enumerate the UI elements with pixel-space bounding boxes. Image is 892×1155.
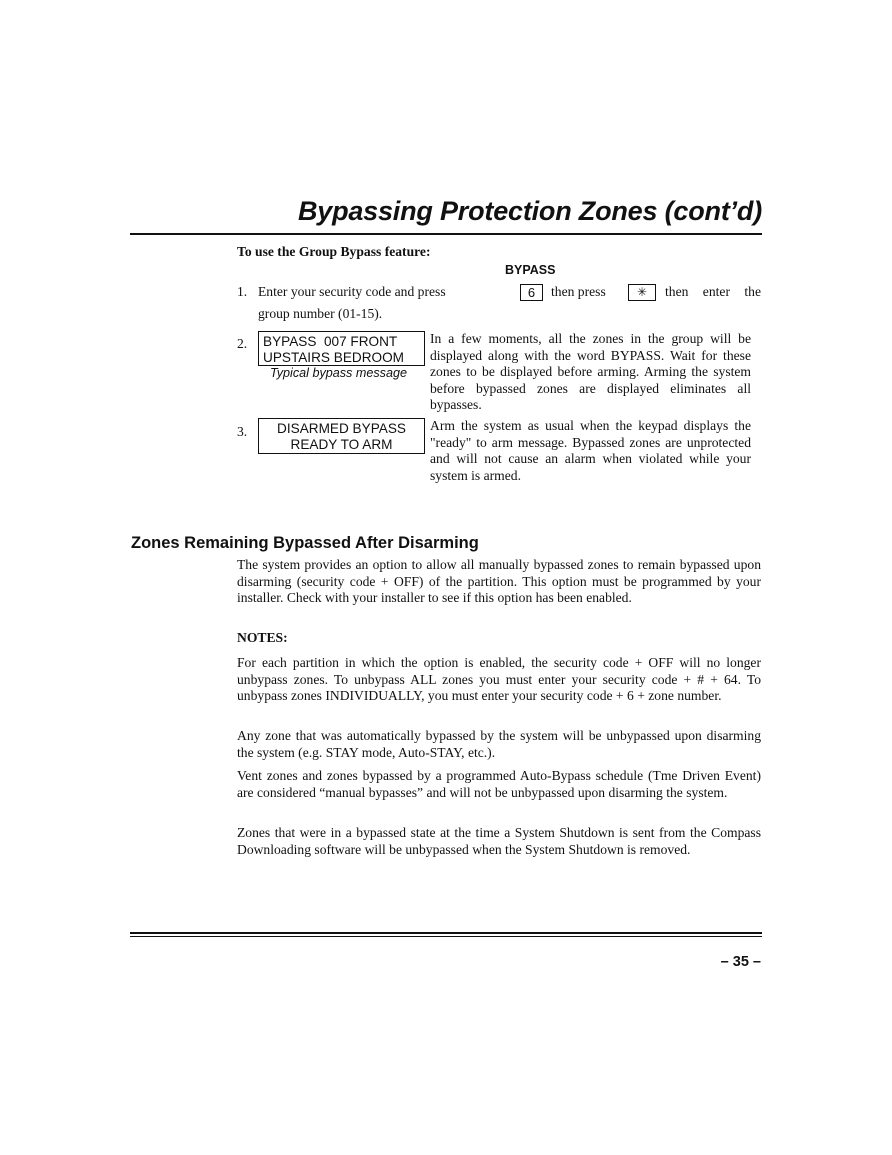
remaining-intro: The system provides an option to allow all manually bypassed zones to remain bypassed upon disarming (security code + OFF) of the partition. This option must be programmed by your installer. Check with your installer to see if this option has been enabled. [237, 557, 761, 605]
note-4: Zones that were in a bypassed state at the time a System Shutdown is sent from the Compass Downloading software will be unbypassed when the System Shutdown is removed. [237, 825, 761, 857]
lcd-line1: DISARMED BYPASS [277, 421, 406, 436]
lcd-line1: BYPASS 007 FRONT [263, 334, 398, 349]
step1-line2: group number (01-15). [258, 306, 383, 321]
lcd-caption: Typical bypass message [270, 366, 407, 380]
group-bypass-heading: To use the Group Bypass feature: [237, 244, 431, 259]
step2-text: In a few moments, all the zones in the group will be displayed along with the word BYPASS. Wait for these zones to be displayed before arming. Arming the system before bypassed zones are displayed eliminates all bypasses. [430, 331, 751, 412]
step2-number: 2. [237, 336, 248, 351]
bypass-key-label: BYPASS [505, 263, 556, 277]
section-heading: Zones Remaining Bypassed After Disarming [131, 534, 479, 552]
step3-number: 3. [237, 424, 248, 439]
footer-rule-bottom [130, 936, 762, 937]
note-3: Vent zones and zones bypassed by a programmed Auto-Bypass schedule (Tme Driven Event) are considered “manual bypasses” and will not be unbypassed upon disarming the system. [237, 768, 761, 800]
key-6: 6 [520, 284, 543, 301]
lcd-line2: UPSTAIRS BEDROOM [263, 349, 404, 365]
note-1: For each partition in which the option is enabled, the security code + OFF will no longer unbypass zones. To unbypass ALL zones you must enter your security code + # + 64. To unbypass zones INDIVIDUALLY, you must enter your security code + 6 + zone number. [237, 655, 761, 703]
title-rule [130, 233, 762, 235]
step1-number: 1. [237, 284, 248, 299]
step3-text: Arm the system as usual when the keypad displays the "ready" to arm message. Bypassed zones are unprotected and will not cause an alarm when violated while your system is armed. [430, 418, 751, 483]
page-number: – 35 – [720, 954, 761, 970]
lcd-bypass-message [258, 331, 425, 366]
step1-then-enter: then enter the [665, 284, 761, 299]
note-2: Any zone that was automatically bypassed by the system will be unbypassed upon disarming the system (e.g. STAY mode, Auto-STAY, etc.). [237, 728, 761, 760]
key-star-icon: ✳ [628, 284, 656, 301]
step1-then-press: then press [551, 284, 606, 299]
lcd-disarmed-message [258, 418, 425, 454]
step1-text: Enter your security code and press [258, 284, 446, 299]
footer-rule-top [130, 932, 762, 934]
page-title: Bypassing Protection Zones (cont’d) [297, 196, 762, 226]
notes-label: NOTES: [237, 630, 288, 645]
lcd-line2: READY TO ARM [290, 436, 393, 452]
